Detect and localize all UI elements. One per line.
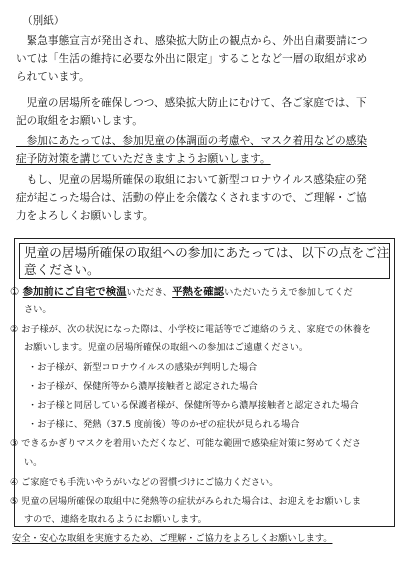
item-2-bullet-1: ・お子様が、新型コロナウイルスの感染が判明した場合 <box>28 362 258 373</box>
item-2-bullet-4: ・お子様に、発熱（37.5 度前後）等のかぜの症状が見られる場合 <box>28 419 300 430</box>
item-3-text-1: できるかぎりマスクを着用いただくなど、可能な範囲で感染症対策に努めてくださ <box>21 438 362 449</box>
paragraph-4-line-3: 力をよろしくお願いします。 <box>16 210 154 222</box>
attachment-label: （別紙） <box>22 15 65 27</box>
notice-title-line-2: 意ください。 <box>24 262 100 277</box>
item-5-line-1 <box>10 497 361 506</box>
item-2-line-1 <box>10 325 371 334</box>
item-5-line-2: すので、連絡を取れるようにお願いします。 <box>24 514 207 525</box>
item-5-text-1: 児童の居場所確保の取組中に発熱等の症状がみられた場合は、お迎えをお願いしま <box>21 496 362 507</box>
footer-note: 安全・安心な取組を実施するため、ご理解・ご協力をよろしくお願いします。 <box>12 533 333 544</box>
item-1-confirm-normal-temp: 平熱を確認 <box>172 286 225 298</box>
item-2-line-2: お願いします。児童の居場所確保の取組への参加はご遠慮ください。 <box>24 342 309 353</box>
item-1-check-temperature: 参加前にご自宅で検温 <box>22 286 127 298</box>
item-2-bullet-3: ・お子様と同居している保護者様が、保健所等から濃厚接触者と認定された場合 <box>28 400 359 411</box>
notice-title-line-1: 児童の居場所確保の取組への参加にあたっては、以下の点をご注 <box>24 245 390 260</box>
paragraph-3-line-2: 症予防対策を講じていただきますようお願いします。 <box>16 153 271 165</box>
item-3-number: ③ <box>10 438 19 449</box>
paragraph-4-line-1: もし、児童の居場所確保の取組において新型コロナウイルス感染症の発 <box>16 174 367 186</box>
item-2-text-1: お子様が、次の状況になった際は、小学校に電話等でご連絡のうえ、家庭での休養を <box>21 324 371 335</box>
item-4-number: ④ <box>10 477 19 488</box>
paragraph-4-line-2: 症が起こった場合は、活動の停止を余儀なくされますので、ご理解・ご協 <box>16 192 367 204</box>
item-1-text-b: いただいたうえで参加してくだ <box>224 287 353 298</box>
paragraph-2-line-1: 児童の居場所を確保しつつ、感染拡大防止にむけて、各ご家庭では、下 <box>16 97 367 109</box>
item-3-line-2: い。 <box>24 457 43 468</box>
item-3-line-1 <box>10 439 361 448</box>
paragraph-1-line-3: られています。 <box>16 71 90 83</box>
item-1-number: ① <box>10 286 20 298</box>
item-2-number: ② <box>10 324 19 335</box>
item-1-text-a: いただき、 <box>126 287 173 298</box>
paragraph-3-line-1: 参加にあたっては、参加児童の体調面の考慮や、マスク着用などの感染 <box>16 135 368 147</box>
paragraph-1-line-1: 緊急事態宣言が発出され、感染拡大防止の観点から、外出自粛要請につ <box>16 35 368 47</box>
item-5-number: ⑤ <box>10 496 19 507</box>
paragraph-2-line-2: 記の取組をお願いします。 <box>16 115 143 127</box>
item-4 <box>10 478 278 487</box>
paragraph-1-line-2: いては「生活の維持に必要な外出に限定」することなど一層の取組が求め <box>16 53 368 65</box>
item-4-text: ご家庭でも手洗いやうがいなどの習慣づけにご協力ください。 <box>21 477 279 488</box>
item-1-continuation: さい。 <box>24 304 52 315</box>
item-2-bullet-2: ・お子様が、保健所等から濃厚接触者と認定された場合 <box>28 381 258 392</box>
item-1 <box>10 287 353 297</box>
